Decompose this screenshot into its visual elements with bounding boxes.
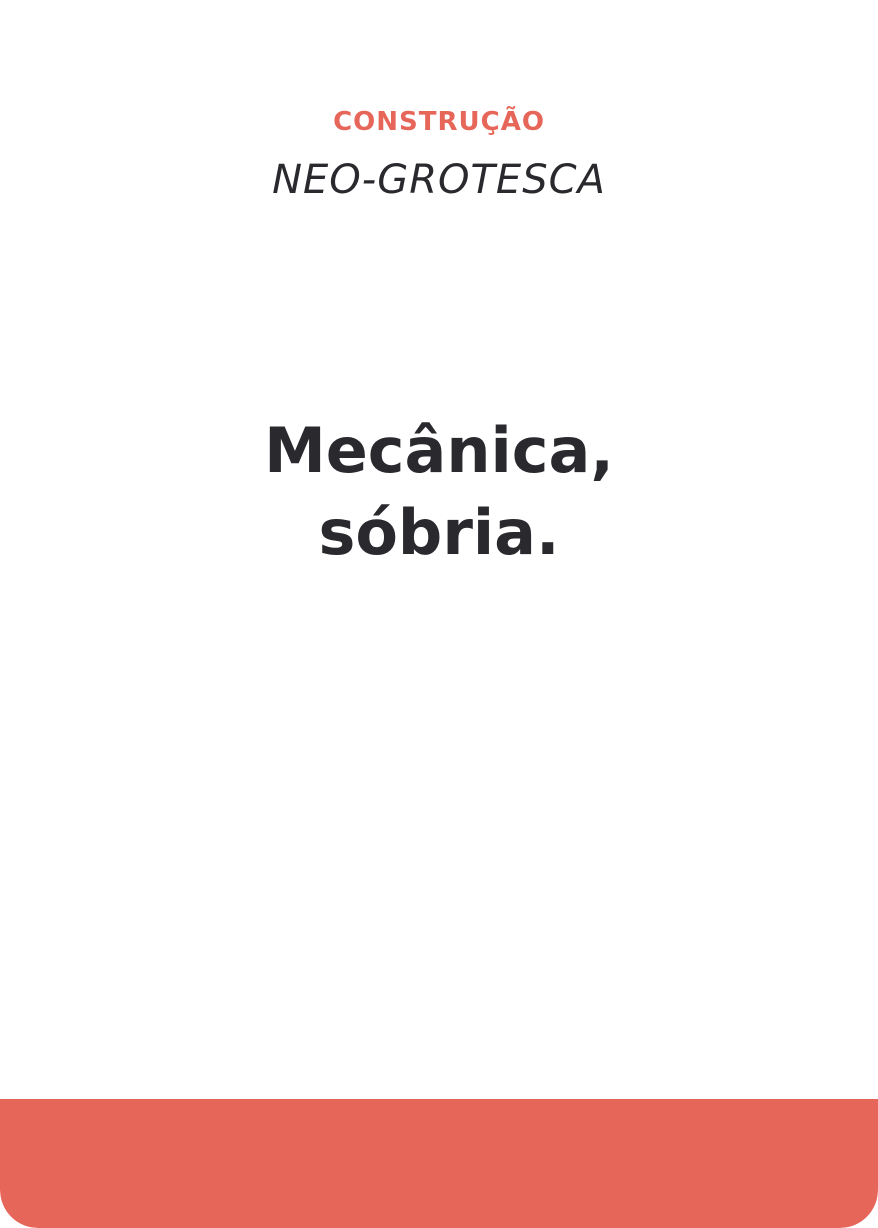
headline bbox=[0, 410, 878, 574]
category-label: CONSTRUÇÃO bbox=[333, 107, 545, 137]
headline-line-2: sóbria. bbox=[318, 496, 560, 569]
style-subtitle: NEO-GROTESCA bbox=[272, 157, 606, 203]
footer-color-band bbox=[0, 1099, 878, 1228]
headline-line-1: Mecânica, bbox=[264, 414, 614, 487]
